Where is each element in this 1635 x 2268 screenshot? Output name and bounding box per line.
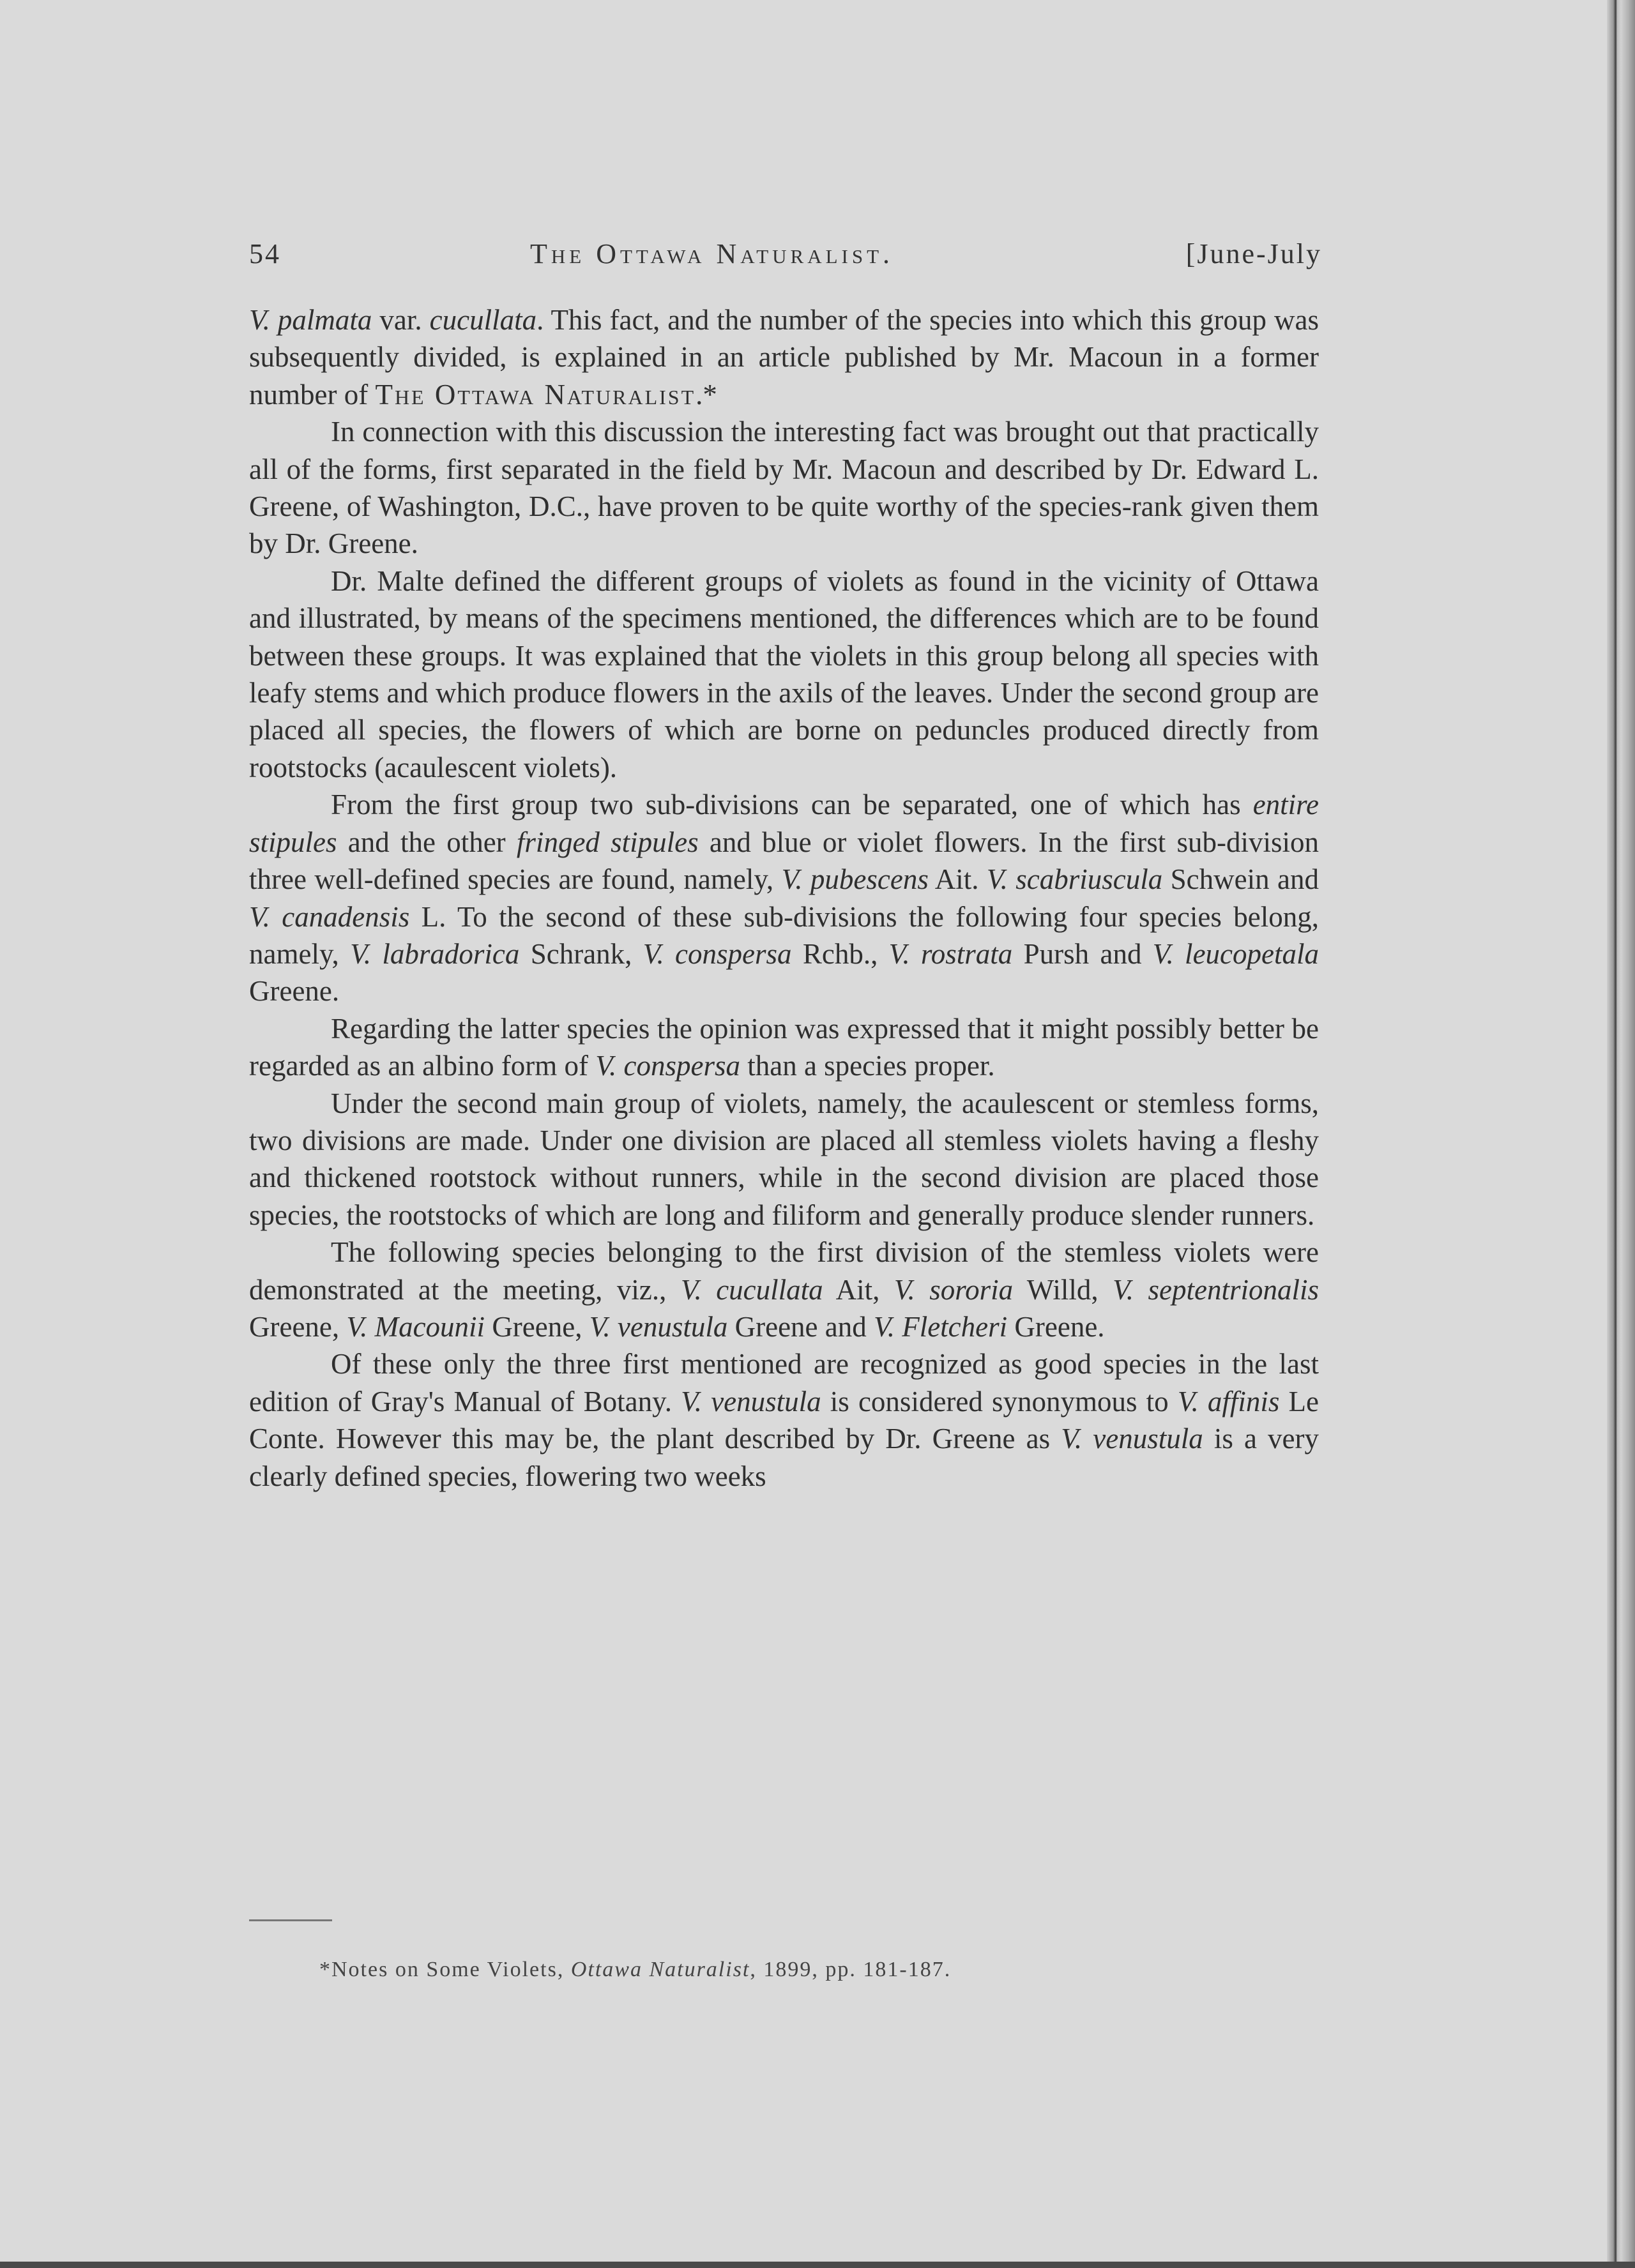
page-number: 54 [249,238,281,269]
species-name: V. conspersa [643,937,792,970]
text-run: Rchb., [791,937,889,970]
species-name: V. venustula [589,1310,728,1343]
issue-date: [June-July [1185,238,1322,269]
species-name: V. scabriuscula [986,863,1163,896]
running-header [249,238,1322,282]
text-run: is a very clearly defined species, flowering two weeks [249,1423,1319,1492]
species-name: V. affinis [1177,1385,1280,1418]
species-name: V. rostrata [888,937,1013,970]
text-run: The following species belonging to the first division of the stemless violets were demonstrated at the meeting, viz., [249,1236,1319,1306]
text-run: Of these only the three first mentioned are recognized as good species in the last edition of Gray's Manual of Botany. [249,1348,1319,1418]
text-run: and the other [337,826,517,858]
journal-name: Ottawa Naturalist [570,1958,750,1981]
text-run: Greene, [485,1310,589,1343]
text-run: Regarding the latter species the opinion was expressed that it might possibly better be regarded as an albino form of [249,1012,1319,1082]
text-run: and blue or violet flowers. In the first sub-division three well-defined species are found, namely, [249,826,1319,896]
emphasis: entire stipules [249,789,1319,858]
text-run: L. To the second of these sub-divisions the following four species belong, namely, [249,900,1319,970]
paragraph-5 [249,1010,1319,1085]
species-name: V. labradorica [350,937,520,970]
paragraph-6: Under the second main group of violets, namely, the acaulescent or stemless forms, two divisions are made. Under one division are placed all stemless violets having a fleshy and thickened rootstock without runners, while in the second division are placed those species, the rootstocks of which are long and filiform and generally produce slender runners. [249,1087,1319,1231]
text-run: Le Conte. However this may be, the plant described by Dr. Greene as [249,1385,1319,1455]
species-name: V. leucopetala [1152,937,1319,970]
text-run: Greene. [1007,1310,1105,1343]
species-name: V. septentrionalis [1113,1273,1319,1306]
emphasis: fringed stipules [516,826,699,858]
text-run: than a species proper. [740,1050,995,1082]
text-run: *Notes on Some Violets, [319,1958,571,1981]
text-run: Pursh and [1012,937,1153,970]
text-run: is considered synonymous to [821,1385,1178,1418]
text-run: Ait. [928,863,987,896]
paragraph-8 [249,1345,1319,1495]
species-name: V. pubescens [781,863,929,896]
paragraph-3: Dr. Malte defined the different groups of violets as found in the vicinity of Ottawa and illustrated, by means of the specimens mentioned, the differences which are to be found between these groups. It was explained that the violets in this group belong all species with leafy stems and which produce flowers in the axils of the leaves. Under the second group are placed all species, the flowers of which are borne on peduncles produced directly from rootstocks (acaulescent violets). [249,564,1319,783]
journal-name: The Ottawa Naturalist [375,378,696,411]
paragraph-2: In connection with this discussion the interesting fact was brought out that practically all of the forms, first separated in the field by Mr. Macoun and described by Dr. Edward L. Greene, of Washington, D.C., have proven to be quite worthy of the species-rank given them by Dr. Greene. [249,416,1319,560]
journal-title: The Ottawa Naturalist. [530,238,894,269]
text-run: Greene, [249,1310,347,1343]
text-run: var. [372,304,430,336]
page-binding-edge [1607,0,1635,2268]
species-name: cucullata [429,304,537,336]
text-run: Greene and [727,1310,874,1343]
footnote [319,1958,951,1982]
footnote-rule [249,1919,332,1921]
text-run: From the first group two sub-divisions can be separated, one of which has [331,789,1253,821]
text-run: Willd, [1013,1273,1113,1306]
species-name: V. Macounii [346,1310,485,1343]
species-name: V. venustula [681,1385,821,1418]
species-name: V. palmata [249,304,372,336]
species-name: V. venustula [1061,1423,1203,1455]
text-run: .* [696,378,717,411]
body-text [249,301,1319,1495]
text-run: . This fact, and the number of the species into which this group was subsequently divided, is explained in an article published by Mr. Macoun in a former number of [249,304,1319,411]
species-name: V. sororia [894,1273,1014,1306]
paragraph-4 [249,786,1319,1009]
text-run: Ait, [823,1273,894,1306]
species-name: V. canadensis [249,900,410,933]
species-name: V. cucullata [680,1273,823,1306]
paragraph-1 [249,301,1319,413]
species-name: V. conspersa [595,1050,740,1082]
text-run: Greene. [249,975,340,1008]
species-name: V. Fletcheri [874,1310,1008,1343]
paragraph-7 [249,1234,1319,1345]
text-run: Schrank, [519,937,643,970]
page-bottom-edge [0,2262,1635,2268]
text-run: , 1899, pp. 181-187. [750,1958,952,1981]
text-run: Schwein and [1162,863,1319,896]
